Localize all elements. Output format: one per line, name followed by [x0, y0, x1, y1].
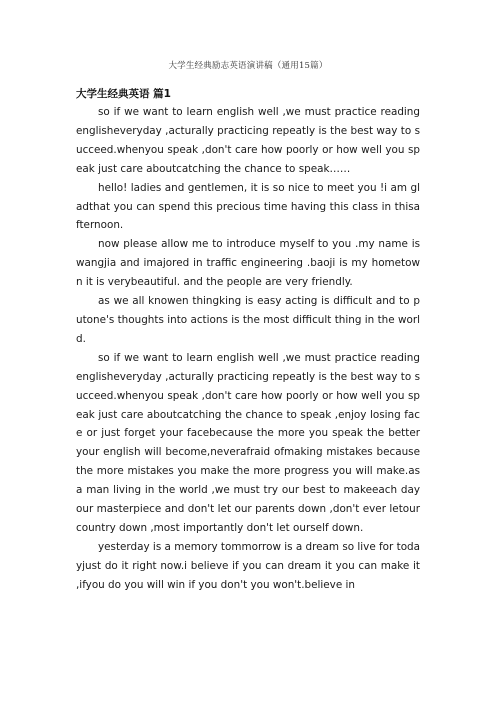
- document-header: 大学生经典励志英语演讲稿（通用15篇）: [168, 61, 328, 71]
- section-title: 大学生经典英语 篇1: [76, 88, 171, 100]
- paragraph-5: so if we want to learn english well ,we must practice reading englisheveryday ,acturally practicing repeatly is the best way to succeed.whenyou speak ,don't care how poorly or how well you speak just care aboutcatching the chance to speak ,enjoy losing face or just forget your facebecause the more you speak the better your english will become,neverafraid ofmaking mistakes because the more mistakes you make the more progress you will make.as a man living in the world ,we must try our best to makeeach day our masterpiece and don't let our parents down ,don't ever letour country down ,most importantly don't let ourself down.: [76, 351, 420, 534]
- paragraph-1: so if we want to learn english well ,we must practice reading englisheveryday ,acturally practicing repeatly is the best way to succeed.whenyou speak ,don't care how poorly or how well you speak just care aboutcatching the chance to speak……: [76, 106, 420, 175]
- paragraph-6: yesterday is a memory tommorrow is a dream so live for todayjust do it right now.i believe if you can dream it you can make it ,ifyou do you will win if you don't you won't.believe in: [76, 540, 421, 591]
- paragraph-4: as we all knowen thingking is easy acting is difficult and to putone's thoughts into actions is the most difficult thing in the world.: [76, 295, 420, 345]
- paragraph-2: hello! ladies and gentlemen, it is so nice to meet you !i am gladthat you can spend this precious time having this class in thisafternoon.: [76, 181, 420, 232]
- paragraph-3: now please allow me to introduce myself to you .my name is wangjia and imajored in traffic engineering .baoji is my hometown it is verybeautiful. and the people are very friendly.: [76, 238, 420, 289]
- document-body: [76, 86, 420, 595]
